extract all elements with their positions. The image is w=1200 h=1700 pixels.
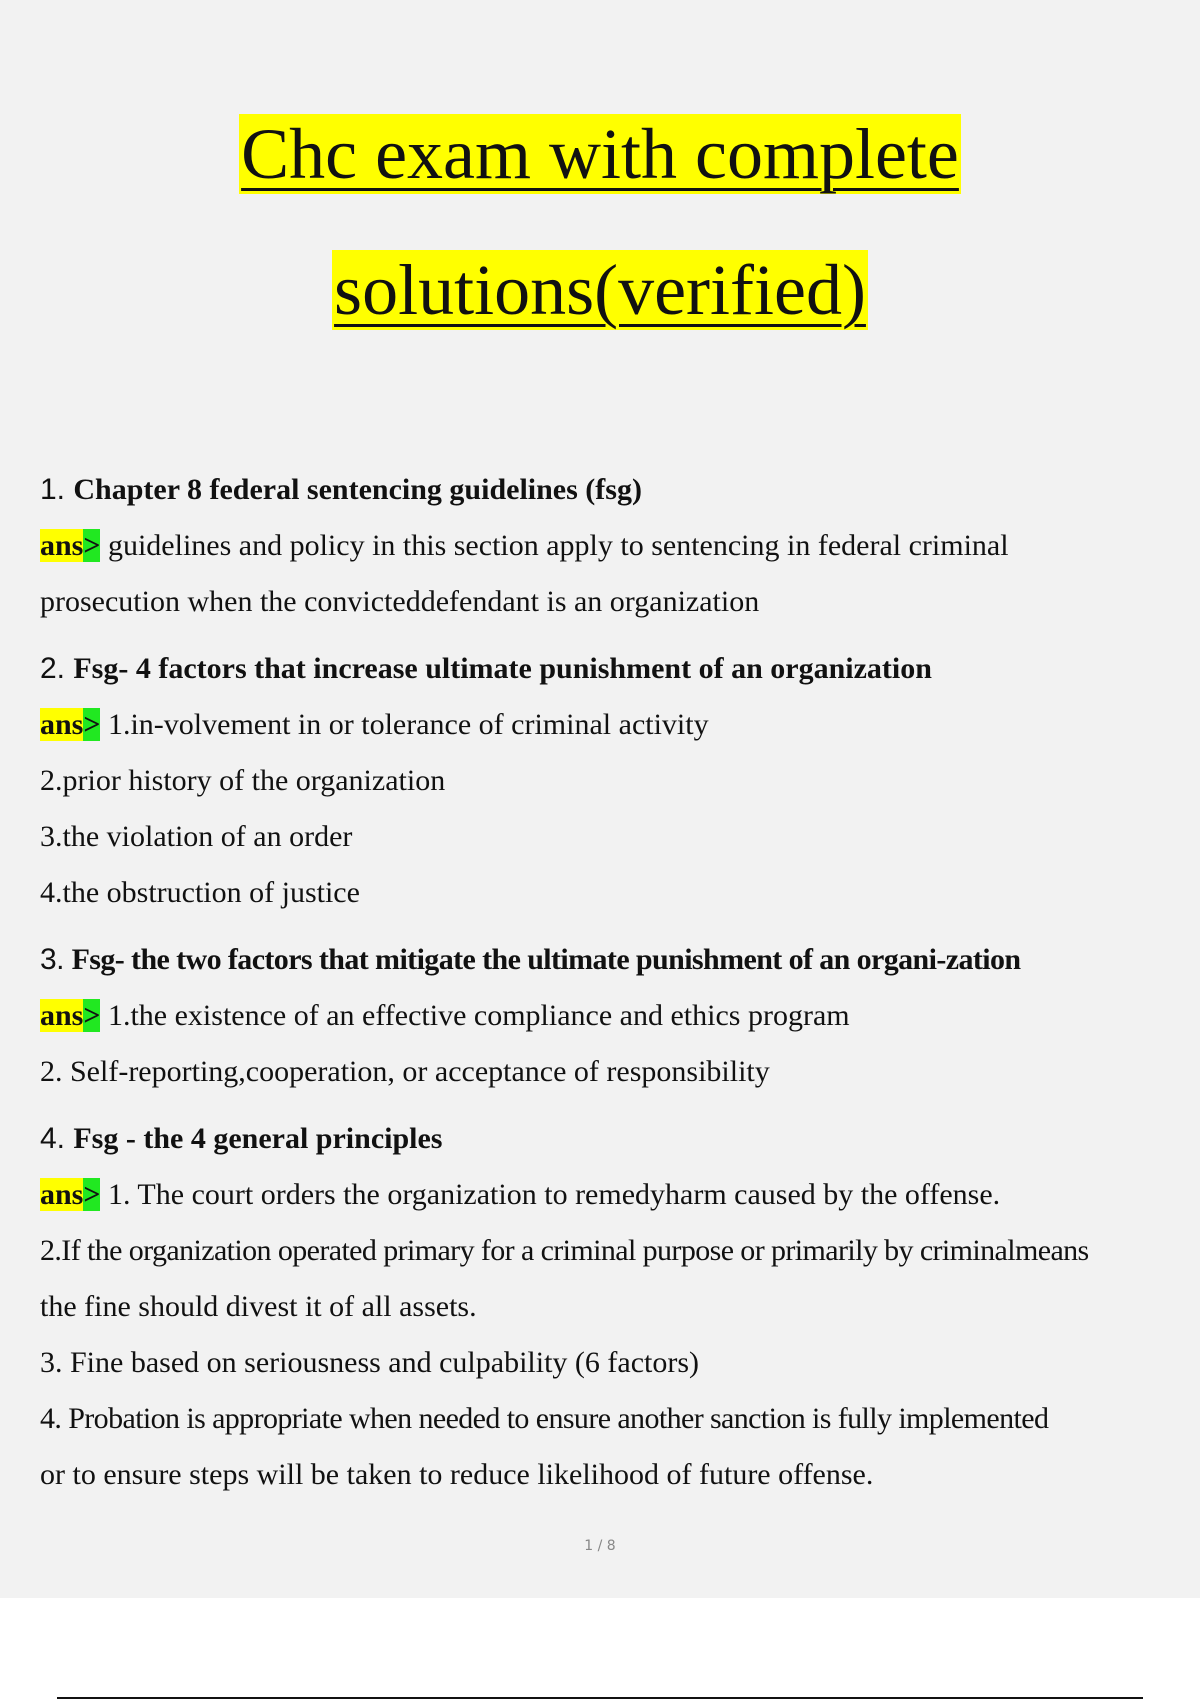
next-page-rule (57, 1697, 1143, 1699)
answer-line: 2.prior history of the organization (40, 764, 446, 797)
answer-line: prosecution when the convicteddefendant is an organization (40, 585, 760, 618)
title-line-2: solutions(verified) (334, 250, 866, 330)
answer-line: 4.the obstruction of justice (40, 876, 360, 909)
answer-line: 3.the violation of an order (40, 820, 353, 853)
title-line-1: Chc exam with complete (241, 114, 959, 194)
answer-line: or to ensure steps will be taken to reduce likelihood of future offense. (40, 1458, 874, 1491)
answer-line: 3. Fine based on seriousness and culpability (6 factors) (40, 1346, 700, 1379)
question-list (40, 462, 1190, 1503)
question-heading: 2. Fsg- 4 factors that increase ultimate punishment of an organization (40, 652, 932, 685)
document-title (0, 108, 1200, 336)
answer-line: ans> 1.the existence of an effective compliance and ethics program (40, 999, 850, 1032)
ans-highlight: ans> (40, 1178, 101, 1211)
question-heading: 4. Fsg - the 4 general principles (40, 1122, 443, 1155)
answer-line: 4. Probation is appropriate when needed to ensure another sanction is fully implemented (40, 1402, 1049, 1435)
ans-highlight: ans> (40, 708, 101, 741)
page-indicator: 1 / 8 (584, 1538, 616, 1554)
ans-highlight: ans> (40, 999, 101, 1032)
answer-line: ans> 1. The court orders the organization to remedyharm caused by the offense. (40, 1178, 1001, 1211)
answer-line: 2.If the organization operated primary for a criminal purpose or primarily by criminalmeans (40, 1234, 1089, 1267)
ans-highlight: ans> (40, 529, 101, 562)
answer-line: ans> 1.in-volvement in or tolerance of criminal activity (40, 708, 709, 741)
answer-line: the fine should divest it of all assets. (40, 1290, 477, 1323)
question-heading: 1. Chapter 8 federal sentencing guidelines (fsg) (40, 473, 642, 506)
answer-line: ans> guidelines and policy in this section apply to sentencing in federal criminal (40, 529, 1009, 562)
answer-line: 2. Self-reporting,cooperation, or acceptance of responsibility (40, 1055, 770, 1088)
question-heading: 3. Fsg- the two factors that mitigate the ultimate punishment of an organi-zation (40, 943, 1021, 976)
